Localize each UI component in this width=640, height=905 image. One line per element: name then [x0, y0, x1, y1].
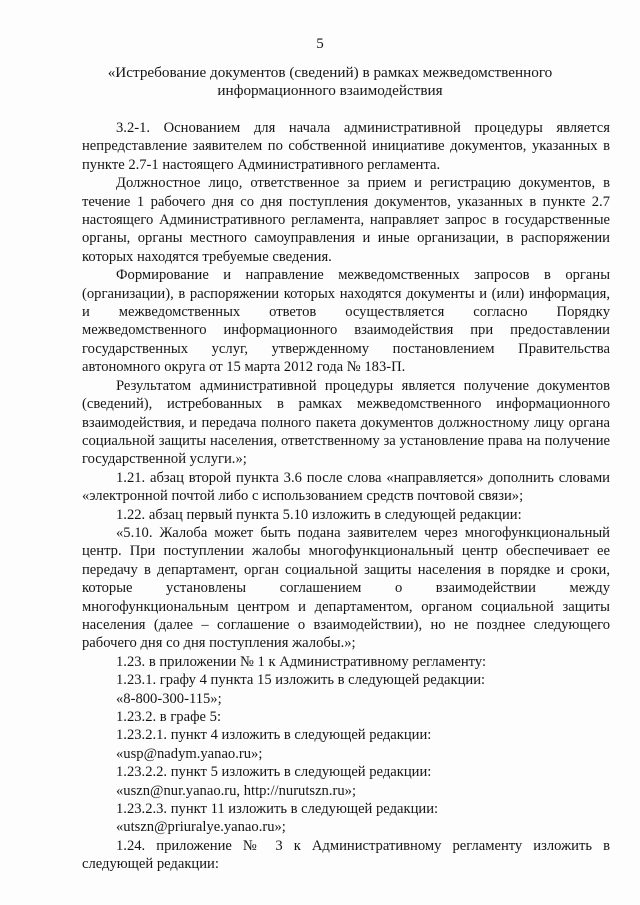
document-body [82, 119, 610, 874]
paragraph: «utszn@priuralye.yanao.ru»; [116, 819, 286, 836]
page-number: 5 [316, 36, 324, 52]
paragraph: 1.23.2. в графе 5: [116, 709, 222, 725]
paragraph: «uszn@nur.yanao.ru, http://nurutszn.ru»; [116, 782, 357, 799]
paragraph: 3.2-1. Основанием для начала административной процедуры является непредставление заявителем по собственной инициативе документов, указанных в пункте 2.7-1 настоящего Административного регламента. [82, 120, 610, 173]
paragraph: Должностное лицо, ответственное за прием и регистрацию документов, в течение 1 рабочего дня со дня поступления документов, указанных в пункте 2.7 настоящего Административного регламента, направляет запрос в государственные органы, органы местного самоуправления и иные организации, в распоряжении которых находятся требуемые сведения. [82, 175, 610, 265]
paragraph: Формирование и направление межведомственных запросов в органы (организации), в распоряжении которых находятся документы и (или) информация, и межведомственных ответов осуществляется согласно Порядку межведомственного информационного взаимодействия при предоставлении государственных услуг, утвержденному постановлением Правительства автономного округа от 15 марта 2012 года № 183-П. [82, 267, 610, 376]
paragraph: «usp@nadym.yanao.ru»; [116, 745, 263, 762]
paragraph: 1.23.2.2. пункт 5 изложить в следующей редакции: [116, 764, 432, 781]
paragraph: «8-800-300-115»; [116, 690, 222, 707]
paragraph: 1.23.2.3. пункт 11 изложить в следующей редакции: [116, 801, 439, 818]
paragraph: «5.10. Жалоба может быть подана заявителем через многофункциональный центр. При поступлении жалобы многофункциональный центр обеспечивает ее передачу в департамент, орган социальной защиты населения в порядке и сроки, которые установлены соглашением о взаимодействии между многофункциональным центром и департаментом, органом социальной защиты населения (далее – соглашение о взаимодействии), но не позднее следующего рабочего дня со дня поступления жалобы.»; [82, 524, 610, 652]
paragraph: Результатом административной процедуры является получение документов (сведений), истребованных в рамках межведомственного информационного взаимодействия, и передача полного пакета документов должностному лицу органа социальной защиты населения, ответственному за установление права на получение государственной услуги.»; [82, 377, 610, 468]
paragraph: 1.22. абзац первый пункта 5.10 изложить в следующей редакции: [116, 506, 522, 523]
paragraph: 1.23.1. графу 4 пункта 15 изложить в следующей редакции: [116, 672, 486, 689]
paragraph: 1.24. приложение № 3 к Административному регламенту изложить в следующей редакции: [82, 837, 610, 873]
section-heading: «Истребование документов (сведений) в рамках межведомственного информационного взаимодействия [107, 64, 553, 99]
paragraph: 1.21. абзац второй пункта 3.6 после слова «направляется» дополнить словами «электронной почтой либо с использованием средств почтовой связи»; [82, 469, 610, 505]
paragraph: 1.23.2.1. пункт 4 изложить в следующей редакции: [116, 727, 432, 744]
paragraph: 1.23. в приложении № 1 к Административному регламенту: [116, 653, 487, 670]
